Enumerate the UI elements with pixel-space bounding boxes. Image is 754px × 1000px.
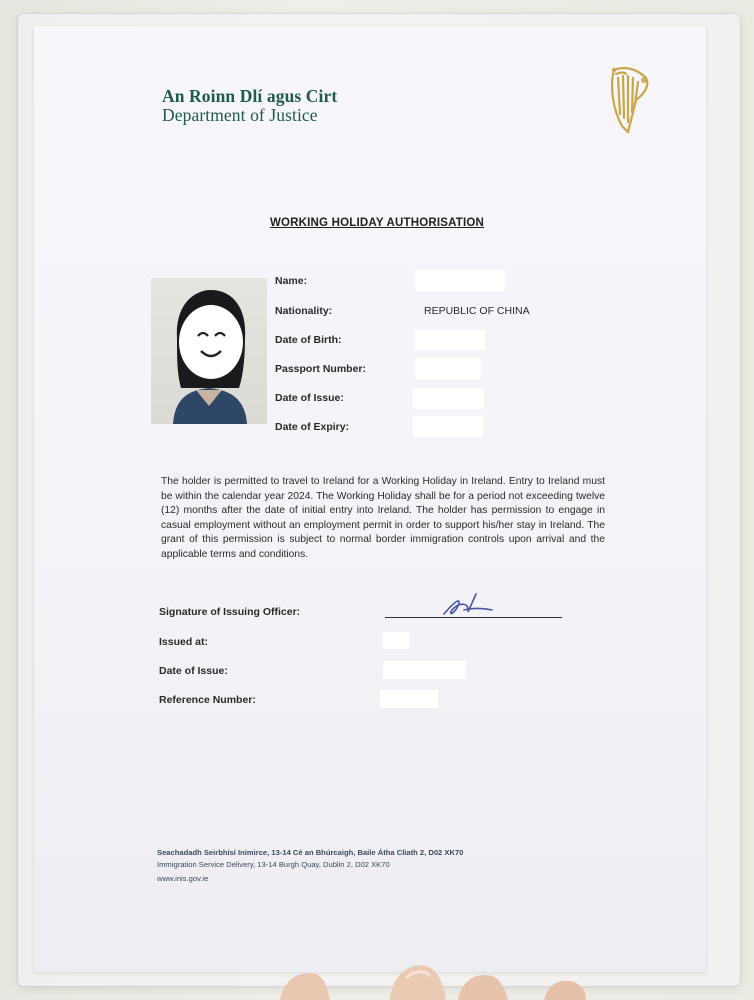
signature-label: Signature of Issuing Officer: (159, 606, 301, 618)
issue-date-label: Date of Issue: (159, 665, 228, 677)
date-of-birth-value-redacted (415, 330, 485, 350)
date-of-issue-value-redacted (413, 388, 484, 409)
reference-number-label: Reference Number: (159, 694, 256, 706)
date-of-issue-label: Date of Issue: (275, 392, 344, 404)
department-name-irish: An Roinn Dlí agus Cirt (162, 86, 338, 106)
issued-at-label: Issued at: (159, 636, 209, 648)
authorisation-terms-paragraph: The holder is permitted to travel to Ireland for a Working Holiday in Ireland. Entry to Ireland must be within the calendar year 2024. The Working Holiday shall be for a period not exceeding twelve (12) months after the date of initial entry into Ireland. The holder has permission to engage in casual employment without an employment permit in order to support his/her stay in Ireland. The grant of this permission is subject to normal border immigration controls upon arrival and the applicable terms and conditions. (161, 476, 605, 560)
footer-website: www.inis.gov.ie (157, 874, 209, 883)
date-of-expiry-label: Date of Expiry: (275, 421, 350, 433)
nationality-value: REPUBLIC OF CHINA (424, 305, 530, 317)
footer-address-irish: Seachadadh Seirbhísí Inimirce, 13-14 Cé an Bhúrcaigh, Baile Átha Cliath 2, D02 XK70 (157, 848, 464, 857)
nationality-label: Nationality: (275, 305, 333, 317)
name-value-redacted (415, 270, 505, 291)
department-name-english: Department of Justice (162, 105, 318, 125)
name-label: Name: (275, 275, 308, 287)
hand-fingers (280, 958, 600, 1000)
passport-number-value-redacted (415, 358, 481, 379)
holder-photo (151, 278, 267, 424)
passport-number-label: Passport Number: (275, 363, 367, 375)
harp-icon (606, 64, 652, 136)
footer-address-english: Immigration Service Delivery, 13-14 Burgh Quay, Dublin 2, D02 XK70 (157, 860, 390, 869)
signature-line (385, 617, 562, 618)
portrait-image (151, 278, 267, 424)
issue-date-value-redacted (383, 661, 466, 679)
date-of-expiry-value-redacted (413, 416, 483, 437)
reference-number-value-redacted (380, 690, 438, 708)
date-of-birth-label: Date of Birth: (275, 334, 342, 346)
issued-at-value-redacted (383, 632, 409, 649)
document-title: WORKING HOLIDAY AUTHORISATION (269, 217, 485, 229)
